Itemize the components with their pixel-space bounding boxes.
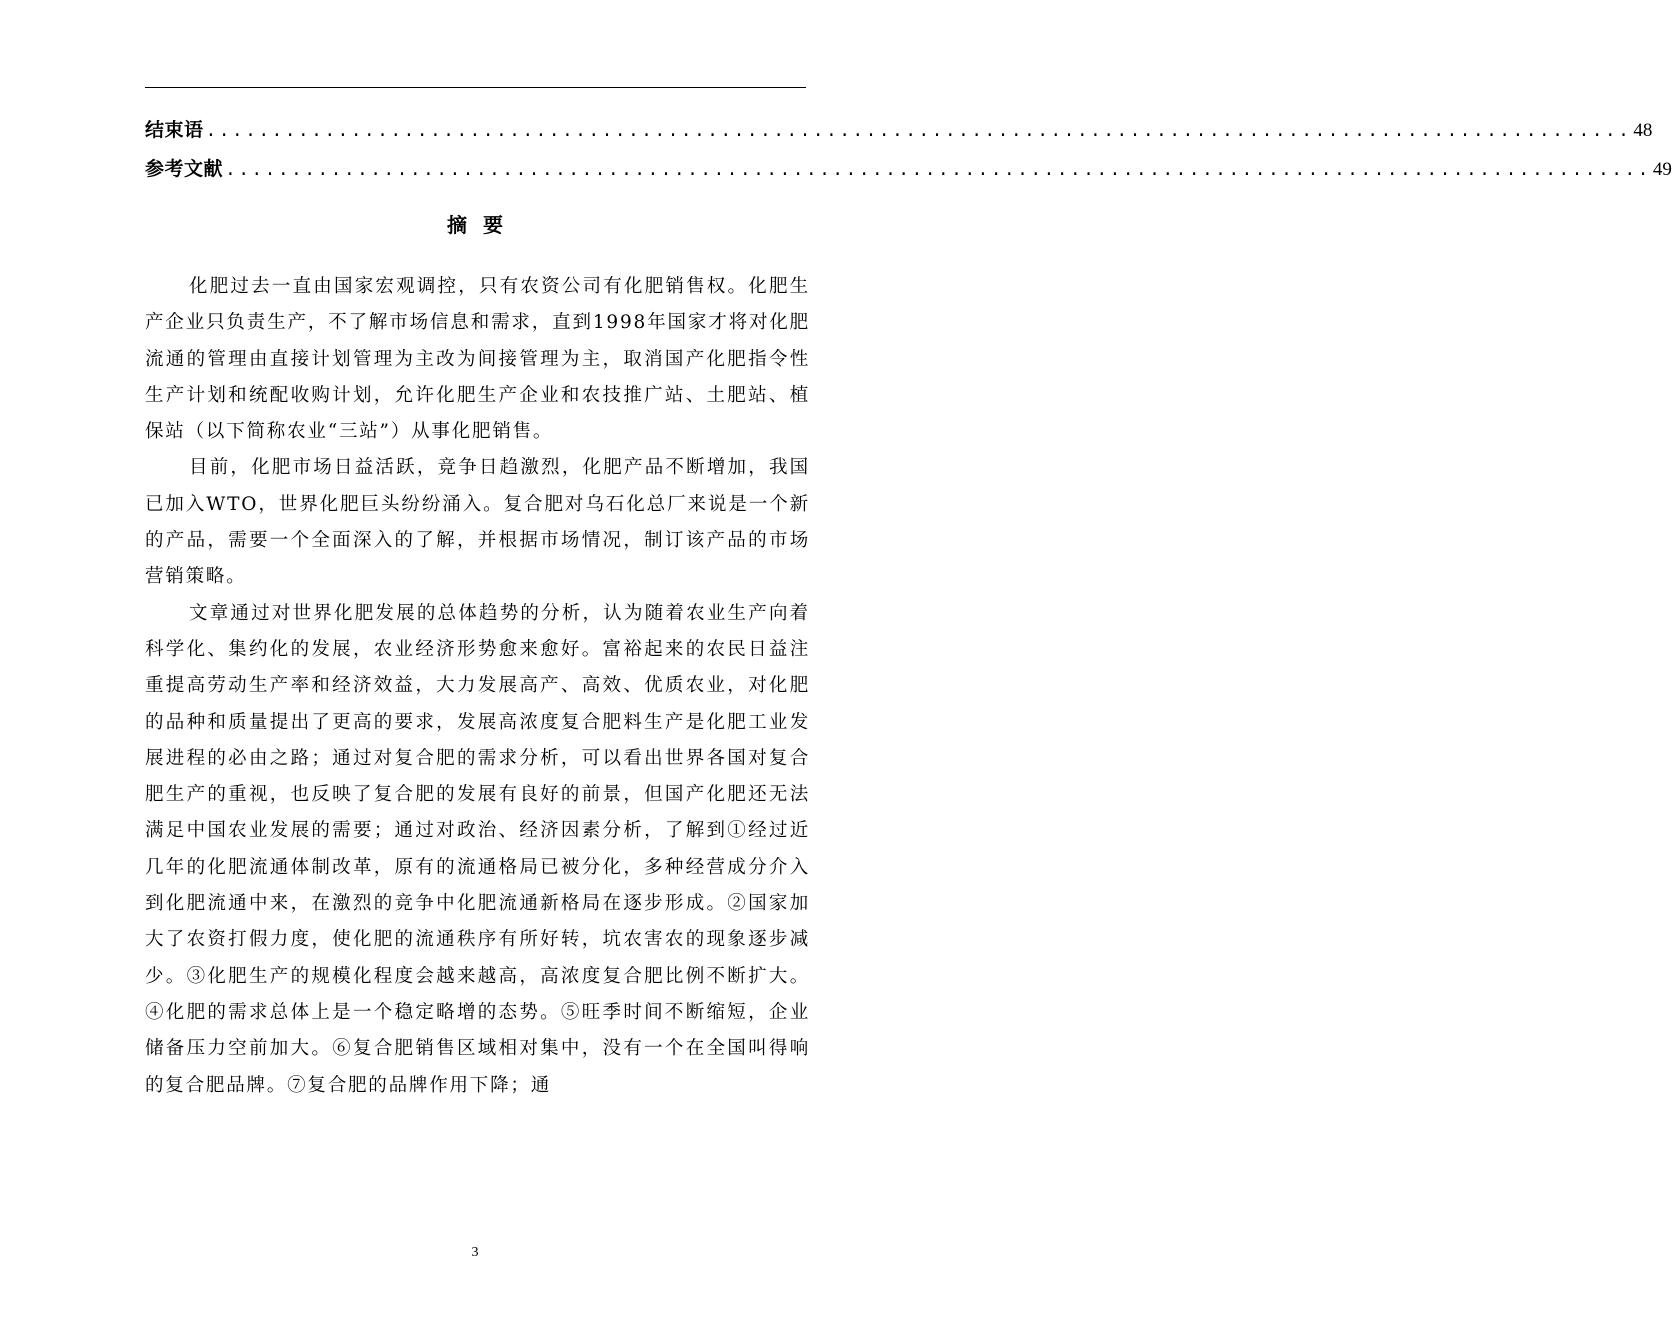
toc-entry-conclusion[interactable] xyxy=(145,115,1653,145)
abstract-body xyxy=(145,269,810,1104)
abstract-heading: 摘要 xyxy=(447,213,519,237)
abstract-paragraph: 化肥过去一直由国家宏观调控，只有农资公司有化肥销售权。化肥生产企业只负责生产，不了解市场信息和需求，直到1998年国家才将对化肥流通的管理由直接计划管理为主改为间接管理为主，取消国产化肥指令性生产计划和统配收购计划，允许化肥生产企业和农技推广站、土肥站、植保站（以下简称农业“三站”）从事化肥销售。 xyxy=(145,276,810,443)
toc-entry-label: 结束语 xyxy=(145,119,204,141)
abstract-paragraph: 目前，化肥市场日益活跃，竞争日趋激烈，化肥产品不断增加，我国已加入WTO，世界化肥巨头纷纷涌入。复合肥对乌石化总厂来说是一个新的产品，需要一个全面深入的了解，并根据市场情况，制订该产品的市场营销策略。 xyxy=(145,457,810,588)
toc-entry-references[interactable] xyxy=(145,154,1672,184)
toc-leader-dots: ............................................................................................................ xyxy=(205,122,1632,142)
toc-entry-label: 参考文献 xyxy=(145,158,224,180)
toc-entry-page-number: 48 xyxy=(1633,120,1653,141)
toc-entry-page-number: 49 xyxy=(1652,159,1672,180)
page-number: 3 xyxy=(471,1245,479,1260)
abstract-paragraph: 文章通过对世界化肥发展的总体趋势的分析，认为随着农业生产向着科学化、集约化的发展，农业经济形势愈来愈好。富裕起来的农民日益注重提高劳动生产率和经济效益，大力发展高产、高效、优质农业，对化肥的品种和质量提出了更高的要求，发展高浓度复合肥料生产是化肥工业发展进程的必由之路；通过对复合肥的需求分析，可以看出世界各国对复合肥生产的重视，也反映了复合肥的发展有良好的前景，但国产化肥还无法满足中国农业发展的需要；通过对政治、经济因素分析，了解到①经过近几年的化肥流通体制改革，原有的流通格局已被分化，多种经营成分介入到化肥流通中来，在激烈的竞争中化肥流通新格局在逐步形成。②国家加大了农资打假力度，使化肥的流通秩序有所好转，坑农害农的现象逐步减少。③化肥生产的规模化程度会越来越高，高浓度复合肥比例不断扩大。④化肥的需求总体上是一个稳定略增的态势。⑤旺季时间不断缩短，企业储备压力空前加大。⑥复合肥销售区域相对集中，没有一个在全国叫得响的复合肥品牌。⑦复合肥的品牌作用下降；通 xyxy=(145,602,810,1096)
toc-leader-dots: ............................................................................................................ xyxy=(225,161,1651,181)
header-rule xyxy=(145,87,806,88)
